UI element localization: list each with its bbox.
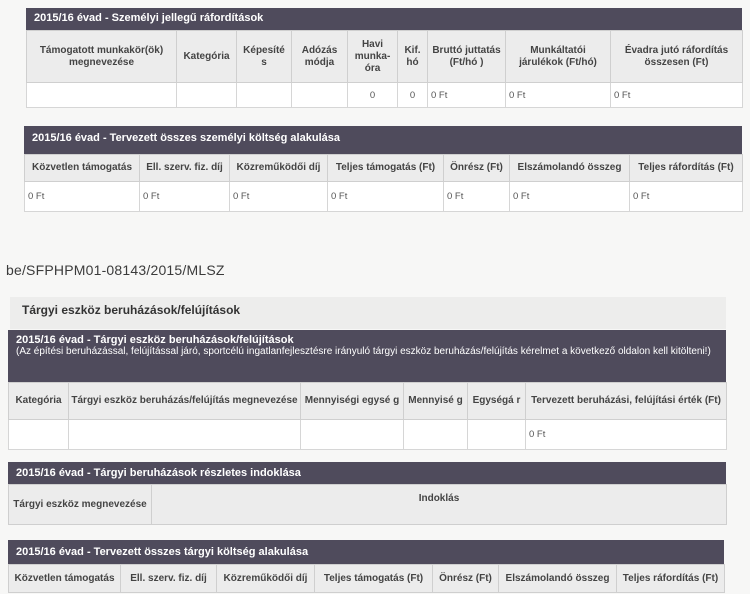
table-cell: 0 Ft: [526, 420, 727, 450]
col-header: Adózás módja: [292, 31, 348, 83]
col-header: Támogatott munkakör(ök) megnevezése: [27, 31, 177, 83]
col-header: Egységá r: [468, 383, 526, 420]
table-cell: 0 Ft: [630, 182, 743, 212]
assets-reason-title: 2015/16 évad - Tárgyi beruházások részletes indoklása: [8, 462, 726, 484]
col-header: Tárgyi eszköz beruházás/felújítás megnevezése: [69, 383, 301, 420]
table-cell: 0 Ft: [230, 182, 328, 212]
assets-total-title: 2015/16 évad - Tervezett összes tárgyi költség alakulása: [8, 540, 724, 564]
assets-total-block: [8, 540, 724, 593]
assets-reason-table: [8, 484, 727, 525]
col-header: Közreműködői díj: [230, 155, 328, 182]
col-header: Közvetlen támogatás: [25, 155, 140, 182]
table-cell: [9, 420, 69, 450]
col-header: Közvetlen támogatás: [9, 565, 121, 593]
table-cell: [69, 420, 301, 450]
table-cell: [301, 420, 404, 450]
assets-block: [8, 330, 726, 450]
col-header: Bruttó juttatás (Ft/hó ): [428, 31, 506, 83]
col-header: Mennyisé g: [404, 383, 468, 420]
personal-costs-block: [26, 8, 742, 108]
section-title: Tárgyi eszköz beruházások/felújítások: [22, 303, 241, 317]
document-id: be/SFPHPM01-08143/2015/MLSZ: [6, 262, 225, 278]
table-cell: [177, 83, 237, 108]
table-cell: [292, 83, 348, 108]
table-row: [27, 83, 743, 108]
col-header: Elszámolandó összeg: [499, 565, 617, 593]
table-cell: [404, 420, 468, 450]
col-header: Kategória: [177, 31, 237, 83]
col-header: Ell. szerv. fiz. díj: [121, 565, 217, 593]
assets-table: [8, 382, 727, 450]
personal-costs-title: 2015/16 évad - Személyi jellegű ráfordítások: [26, 8, 742, 30]
col-header: Közreműködői díj: [217, 565, 315, 593]
table-cell: [237, 83, 292, 108]
table-row: [25, 182, 743, 212]
assets-title: [8, 330, 726, 382]
assets-title-text: 2015/16 évad - Tárgyi eszköz beruházások/felújítások: [16, 334, 294, 346]
personal-costs-table: [26, 30, 743, 108]
table-cell: 0: [398, 83, 428, 108]
col-header: Tervezett beruházási, felújítási érték (Ft): [526, 383, 727, 420]
table-cell: 0 Ft: [428, 83, 506, 108]
col-header: Havi munka-óra: [348, 31, 398, 83]
table-row: [9, 420, 727, 450]
table-cell: 0: [348, 83, 398, 108]
col-header: Mennyiségi egysé g: [301, 383, 404, 420]
table-cell: 0 Ft: [140, 182, 230, 212]
assets-subtitle: (Az építési beruházással, felújítással járó, sportcélú ingatlanfejlesztésre irányuló tárgyi eszköz beruházás/felújítás kérelmet a következő oldalon kell kitölteni!): [16, 346, 711, 357]
col-header: Ell. szerv. fiz. díj: [140, 155, 230, 182]
assets-reason-block: [8, 462, 726, 525]
table-cell: 0 Ft: [444, 182, 510, 212]
table-cell: [468, 420, 526, 450]
col-header: Képesíté s: [237, 31, 292, 83]
table-cell: 0 Ft: [25, 182, 140, 212]
table-cell: 0 Ft: [506, 83, 611, 108]
col-header: Teljes ráfordítás (Ft): [617, 565, 725, 593]
col-header: Tárgyi eszköz megnevezése: [9, 485, 152, 525]
assets-total-table: [8, 564, 725, 593]
col-header: Önrész (Ft): [433, 565, 499, 593]
col-header: Elszámolandó összeg: [510, 155, 630, 182]
personal-total-block: [24, 126, 742, 212]
personal-total-title: 2015/16 évad - Tervezett összes személyi költség alakulása: [24, 126, 742, 154]
col-header: Évadra jutó ráfordítás összesen (Ft): [611, 31, 743, 83]
col-header: Kif. hó: [398, 31, 428, 83]
col-header: Teljes támogatás (Ft): [328, 155, 444, 182]
col-header: Kategória: [9, 383, 69, 420]
table-cell: 0 Ft: [611, 83, 743, 108]
col-header: Önrész (Ft): [444, 155, 510, 182]
col-header: Munkáltatói járulékok (Ft/hó): [506, 31, 611, 83]
table-cell: [27, 83, 177, 108]
personal-total-table: [24, 154, 743, 212]
col-header: Indoklás: [152, 485, 727, 525]
table-cell: 0 Ft: [328, 182, 444, 212]
col-header: Teljes ráfordítás (Ft): [630, 155, 743, 182]
table-cell: 0 Ft: [510, 182, 630, 212]
col-header: Teljes támogatás (Ft): [315, 565, 433, 593]
